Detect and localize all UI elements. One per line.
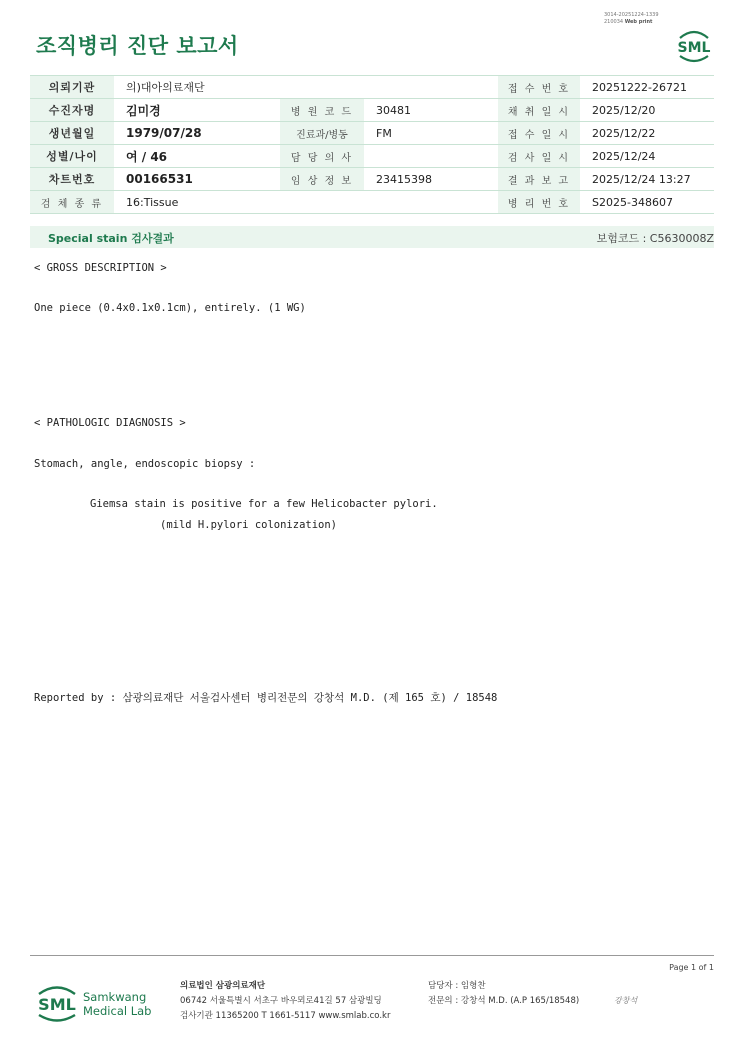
insurance-code: 보험코드 : C5630008Z <box>596 232 714 245</box>
section-title: Special stain 검사결과 <box>48 232 174 245</box>
footer-manager: 담당자 : 임형찬 <box>428 981 486 991</box>
value-clinical-info: 23415398 <box>364 168 498 191</box>
value-patient-name: 김미경 <box>114 99 280 122</box>
diagnosis-line-1: Giemsa stain is positive for a few Helicobacter pylori. <box>90 498 438 510</box>
table-row <box>30 191 714 214</box>
page-number: Page 1 of 1 <box>669 963 714 972</box>
webprint-label: Web print <box>624 19 653 25</box>
label-specimen-type: 검 체 종 류 <box>30 191 114 214</box>
value-birth-date: 1979/07/28 <box>114 122 280 145</box>
footer-org <box>180 979 390 1024</box>
value-chart-no: 00166531 <box>114 168 280 191</box>
table-row <box>30 122 714 145</box>
diagnosis-site: Stomach, angle, endoscopic biopsy : <box>34 458 256 470</box>
webprint-id: 3014-20251224-1339 <box>604 12 659 18</box>
label-hospital-code: 병 원 코 드 <box>280 99 364 122</box>
value-test-date: 2025/12/24 <box>580 145 714 168</box>
value-report-date: 2025/12/24 13:27 <box>580 168 714 191</box>
signature: 강창석 <box>614 996 638 1005</box>
table-row <box>30 99 714 122</box>
patient-info-table <box>30 75 714 214</box>
footer-specialist: 전문의 : 강창석 M.D. (A.P 165/18548) <box>428 996 580 1006</box>
reported-by: Reported by : 삼광의료재단 서울검사센터 병리전문의 강창석 M.D. (제 165 호) / 18548 <box>34 692 498 704</box>
label-doctor: 담 당 의 사 <box>280 145 364 168</box>
value-specimen-type: 16:Tissue <box>114 191 498 214</box>
gross-heading: < GROSS DESCRIPTION > <box>34 262 167 274</box>
logo-text: SML <box>677 40 711 56</box>
label-receipt-no: 접 수 번 호 <box>498 76 580 99</box>
value-collection-date: 2025/12/20 <box>580 99 714 122</box>
label-test-date: 검 사 일 시 <box>498 145 580 168</box>
sml-logo-icon <box>674 26 714 64</box>
footer-logo-name-1: Samkwang <box>83 990 147 1004</box>
value-doctor <box>364 145 498 168</box>
label-birth-date: 생년월일 <box>30 122 114 145</box>
table-row <box>30 145 714 168</box>
table-row <box>30 76 714 99</box>
table-row <box>30 168 714 191</box>
label-receipt-date: 접 수 일 시 <box>498 122 580 145</box>
report-title: 조직병리 진단 보고서 <box>36 34 239 58</box>
webprint-stamp <box>604 12 659 26</box>
diagnosis-heading: < PATHOLOGIC DIAGNOSIS > <box>34 417 186 429</box>
diagnosis-line-2: (mild H.pylori colonization) <box>160 519 338 531</box>
value-receipt-no: 20251222-26721 <box>580 76 714 99</box>
label-collection-date: 채 취 일 시 <box>498 99 580 122</box>
label-patient-name: 수진자명 <box>30 99 114 122</box>
samkwang-logo-icon <box>36 980 156 1026</box>
footer-staff <box>428 979 579 1009</box>
gross-text: One piece (0.4x0.1x0.1cm), entirely. (1 WG) <box>34 302 306 314</box>
footer-divider <box>30 955 714 956</box>
footer-org-name: 의료법인 삼광의료재단 <box>180 981 266 991</box>
label-chart-no: 차트번호 <box>30 168 114 191</box>
value-pathology-no: S2025-348607 <box>580 191 714 214</box>
footer-logo-name-2: Medical Lab <box>83 1004 152 1018</box>
label-sex-age: 성별/나이 <box>30 145 114 168</box>
value-department: FM <box>364 122 498 145</box>
webprint-code: 210034 <box>604 19 624 25</box>
footer-logo-text: SML <box>38 995 76 1014</box>
label-department: 진료과/병동 <box>280 122 364 145</box>
label-requester: 의뢰기관 <box>30 76 114 99</box>
value-hospital-code: 30481 <box>364 99 498 122</box>
label-pathology-no: 병 리 번 호 <box>498 191 580 214</box>
footer-address: 06742 서울특별시 서초구 바우뫼로41길 57 삼광빌딩 <box>180 996 382 1006</box>
label-report-date: 결 과 보 고 <box>498 168 580 191</box>
value-requester: 의)대아의료재단 <box>114 76 498 99</box>
footer-contact: 검사기관 11365200 T 1661-5117 www.smlab.co.kr <box>180 1011 391 1021</box>
value-sex-age: 여 / 46 <box>114 145 280 168</box>
value-receipt-date: 2025/12/22 <box>580 122 714 145</box>
label-clinical-info: 임 상 정 보 <box>280 168 364 191</box>
